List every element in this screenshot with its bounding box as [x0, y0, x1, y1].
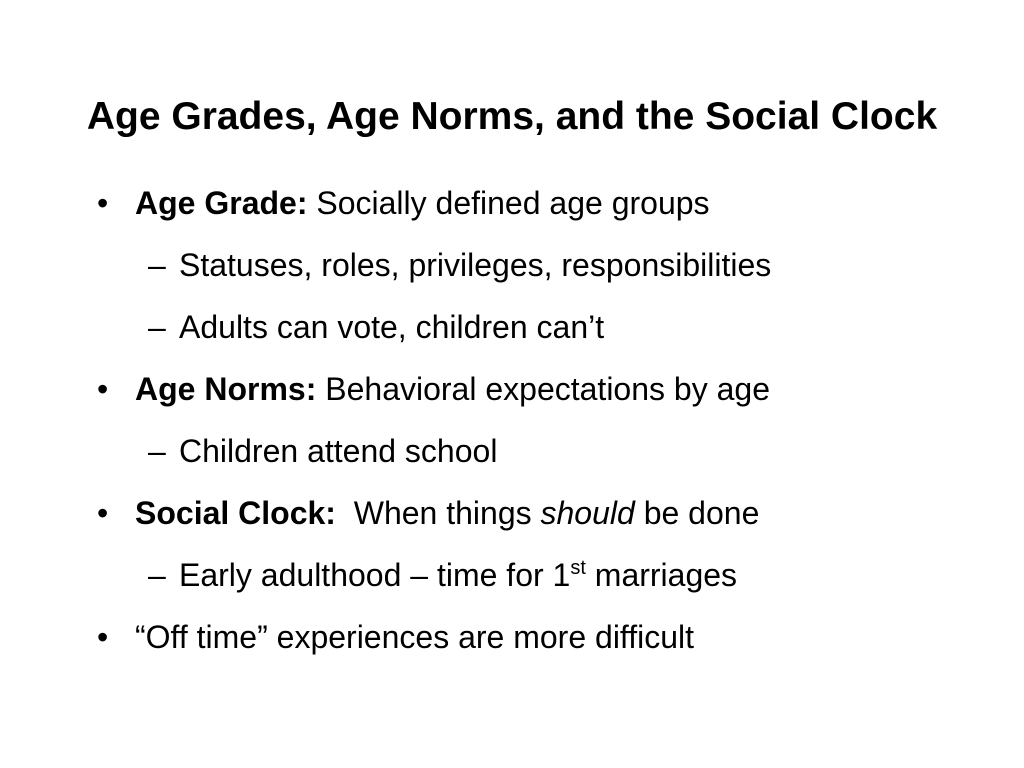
sub-item-text-start: Early adulthood – time for 1: [179, 557, 571, 593]
sub-item-children-school: [148, 431, 497, 471]
term-age-norms: Age Norms:: [135, 371, 317, 407]
dash-icon: –: [148, 433, 166, 469]
bullet-item-age-norms: [97, 369, 770, 409]
sub-item-early-adulthood: [148, 555, 737, 595]
bullet-item-social-clock: [97, 493, 759, 533]
sub-item-text-end: marriages: [585, 557, 738, 593]
definition-social-clock-start: When things: [335, 495, 541, 531]
definition-social-clock-emphasis: should: [540, 495, 635, 531]
bullet-icon: •: [97, 371, 109, 407]
bullet-icon: •: [97, 619, 109, 655]
term-social-clock: Social Clock:: [135, 495, 336, 531]
definition-age-grade: Socially defined age groups: [307, 185, 710, 221]
sub-item-text: Statuses, roles, privileges, responsibilities: [179, 247, 772, 283]
dash-icon: –: [148, 247, 166, 283]
sub-item-statuses: [148, 245, 771, 285]
bullet-item-age-grade: [97, 183, 710, 223]
sub-item-adults-vote: [148, 307, 604, 347]
sub-item-text: Adults can vote, children can’t: [179, 309, 605, 345]
definition-social-clock-end: be done: [634, 495, 760, 531]
dash-icon: –: [148, 557, 166, 593]
ordinal-superscript: st: [570, 557, 586, 579]
bullet-icon: •: [97, 185, 109, 221]
term-age-grade: Age Grade:: [135, 185, 308, 221]
bullet-icon: •: [97, 495, 109, 531]
slide-title: Age Grades, Age Norms, and the Social Clock: [86, 95, 938, 138]
bullet-item-off-time: [97, 617, 694, 657]
sub-item-text: Children attend school: [179, 433, 498, 469]
bullet-text-off-time: “Off time” experiences are more difficult: [135, 619, 695, 655]
definition-age-norms: Behavioral expectations by age: [316, 371, 770, 407]
dash-icon: –: [148, 309, 166, 345]
